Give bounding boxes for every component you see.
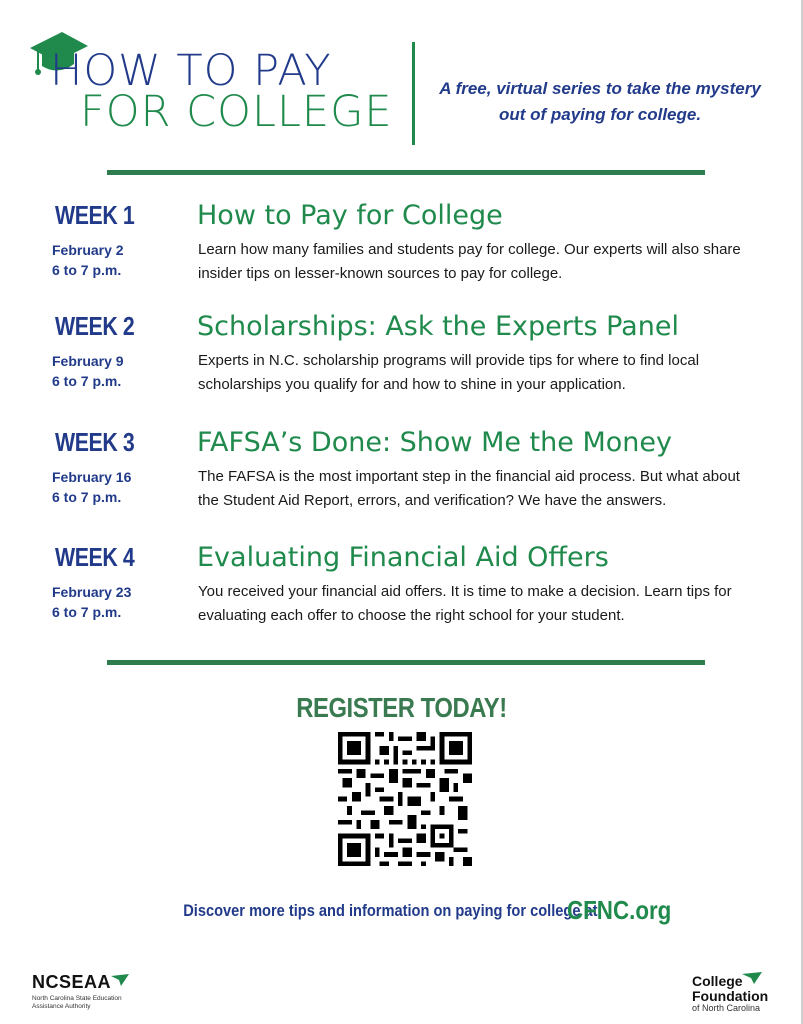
week-label: WEEK 3 <box>55 427 135 457</box>
week-date: February 2 <box>52 242 124 258</box>
week-label: WEEK 4 <box>55 542 135 572</box>
week-time: 6 to 7 p.m. <box>52 489 122 505</box>
week-title: Evaluating Financial Aid Offers <box>197 542 609 573</box>
week-time: 6 to 7 p.m. <box>52 604 122 620</box>
week-description: Experts in N.C. scholarship programs will provide tips for where to find local scholarships you qualify for and how to shine in your application. <box>198 352 700 393</box>
page-title <box>50 46 393 137</box>
cfnc-arrow-icon <box>742 972 764 986</box>
title-line-2: FOR COLLEGE <box>80 87 393 137</box>
cfnc-logo <box>692 974 792 1014</box>
week-time: 6 to 7 p.m. <box>52 262 122 278</box>
register-heading: REGISTER TODAY! <box>296 692 507 723</box>
header-divider <box>412 42 415 145</box>
discover-line <box>0 895 803 926</box>
week-date: February 23 <box>52 584 132 600</box>
qr-code-icon[interactable] <box>338 732 472 866</box>
ncseaa-name: NCSEAA <box>32 972 112 992</box>
ncseaa-logo <box>32 972 152 1011</box>
week-description: Learn how many families and students pay for college. Our experts will also share insider tips on lesser-known sources to pay for college. <box>198 241 741 282</box>
title-line-1: HOW TO PAY <box>50 46 332 96</box>
cfnc-link[interactable]: CFNC.org <box>566 895 672 925</box>
bottom-rule <box>107 660 705 665</box>
tagline: A free, virtual series to take the mystery out of paying for college. <box>439 79 761 124</box>
discover-text: Discover more tips and information on paying for college at: <box>183 900 603 920</box>
week-date: February 9 <box>52 353 124 369</box>
cfnc-line-2: Foundation <box>692 987 769 1004</box>
week-title: FAFSA’s Done: Show Me the Money <box>197 427 672 458</box>
ncseaa-arrow-icon <box>111 974 131 988</box>
week-description: You received your financial aid offers. It is time to make a decision. Learn tips for evaluating each offer to choose the right school for your student. <box>198 583 732 624</box>
ncseaa-subtitle: North Carolina State Education Assistance Authority <box>32 995 122 1011</box>
cfnc-line-1: College <box>692 973 743 989</box>
top-rule <box>107 170 705 175</box>
week-time: 6 to 7 p.m. <box>52 373 122 389</box>
week-description: The FAFSA is the most important step in the financial aid process. But what about the Student Aid Report, errors, and verification? We have the answers. <box>198 468 740 509</box>
week-title: Scholarships: Ask the Experts Panel <box>197 311 679 342</box>
week-label: WEEK 1 <box>55 200 135 230</box>
week-label: WEEK 2 <box>55 311 135 341</box>
cfnc-line-3: of North Carolina <box>692 1003 761 1014</box>
week-title: How to Pay for College <box>197 200 503 231</box>
week-date: February 16 <box>52 469 132 485</box>
